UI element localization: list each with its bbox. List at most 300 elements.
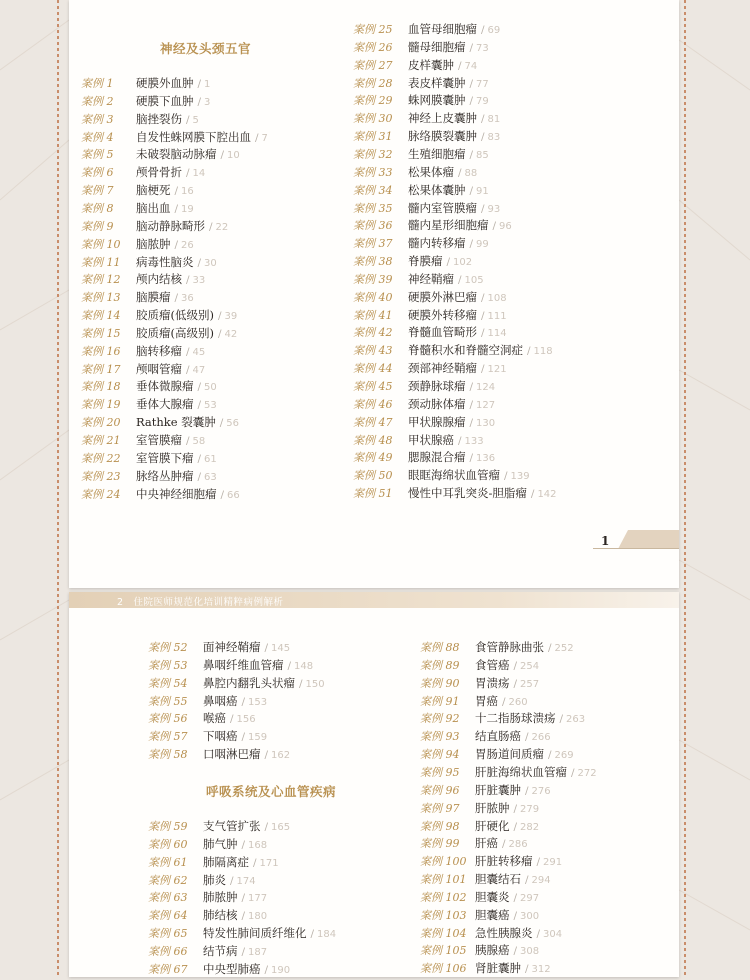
slash-separator: / [527, 345, 531, 358]
page-ref: 45 [192, 346, 206, 358]
case-number: 案例 11 [81, 255, 121, 269]
toc-entry[interactable] [353, 323, 507, 341]
case-title: 食管静脉曲张 [475, 640, 544, 654]
toc-entry[interactable] [148, 942, 267, 960]
case-title: 肺结核 [203, 908, 238, 923]
toc-entry[interactable] [148, 871, 256, 889]
slash-separator: / [525, 731, 529, 744]
toc-entry[interactable] [81, 235, 194, 253]
slash-separator: / [513, 909, 518, 922]
slash-separator: / [481, 113, 485, 126]
page-ref: 83 [487, 132, 501, 144]
toc-entry[interactable] [353, 20, 500, 38]
case-number: 案例 66 [148, 944, 188, 958]
toc-entry[interactable] [353, 466, 530, 484]
case-title: 肺脓肿 [203, 890, 238, 905]
toc-entry[interactable] [148, 638, 290, 656]
case-number: 案例 15 [81, 326, 121, 340]
page-ref: 79 [476, 96, 489, 108]
page-ref: 53 [204, 400, 217, 412]
toc-entry[interactable] [353, 306, 507, 324]
toc-entry[interactable] [420, 924, 562, 942]
page-ref: 272 [577, 767, 597, 779]
slash-separator: / [559, 713, 564, 726]
page-ref: 118 [533, 346, 553, 358]
case-number: 案例 2 [81, 94, 114, 108]
case-number: 案例 64 [148, 909, 188, 923]
toc-entry[interactable] [148, 656, 313, 674]
toc-entry[interactable] [420, 781, 551, 799]
slash-separator: / [458, 59, 462, 72]
slash-separator: / [504, 470, 508, 483]
page-ref: 171 [259, 857, 279, 869]
toc-entry[interactable] [81, 270, 205, 288]
toc-entry[interactable] [148, 692, 267, 710]
slash-separator: / [174, 238, 179, 251]
slash-separator: / [264, 642, 269, 654]
toc-entry[interactable] [353, 181, 489, 199]
page-ref: 96 [499, 221, 512, 233]
toc-entry[interactable] [420, 638, 574, 656]
slash-separator: / [197, 95, 202, 108]
case-number: 案例 54 [148, 676, 188, 690]
case-number: 案例 26 [353, 40, 393, 54]
case-number: 案例 13 [81, 291, 121, 305]
case-number: 案例 50 [353, 469, 393, 483]
case-number: 案例 90 [420, 676, 460, 690]
case-title: 结节病 [203, 943, 238, 958]
case-title: Rathke 裂囊肿 [136, 415, 216, 430]
case-number: 案例 29 [353, 94, 393, 108]
case-number: 案例 89 [420, 658, 460, 672]
toc-entry[interactable] [353, 74, 489, 92]
slash-separator: / [548, 749, 552, 762]
slash-separator: / [469, 416, 474, 429]
case-title: 硬膜外淋巴瘤 [408, 289, 477, 304]
toc-entry[interactable] [148, 924, 336, 942]
slash-separator: / [209, 220, 213, 233]
case-title: 胆囊结石 [475, 872, 521, 887]
slash-separator: / [264, 821, 269, 833]
toc-entry[interactable] [148, 835, 267, 853]
toc-entry[interactable] [81, 288, 194, 306]
slash-separator: / [186, 167, 190, 180]
toc-entry[interactable] [81, 306, 237, 324]
slash-separator: / [241, 838, 246, 851]
case-title: 脑脓肿 [136, 236, 171, 251]
toc-entry[interactable] [81, 342, 205, 360]
case-title: 硬膜下血肿 [136, 93, 194, 108]
toc-entry[interactable] [81, 360, 205, 378]
case-number: 案例 4 [81, 130, 114, 144]
section-heading-resp: 呼吸系统及心血管疾病 [206, 784, 337, 799]
toc-entry[interactable] [420, 959, 551, 977]
case-title: 肝硬化 [475, 818, 510, 833]
slash-separator: / [186, 435, 190, 447]
case-number: 案例 5 [81, 148, 114, 162]
footer-decoration [618, 530, 628, 549]
case-title: 鼻腔内翻乳头状瘤 [203, 675, 295, 690]
case-number: 案例 41 [353, 308, 393, 322]
page-ref: 66 [227, 489, 240, 501]
case-number: 案例 10 [81, 237, 121, 251]
page-ref: 99 [476, 239, 489, 251]
slash-separator: / [458, 273, 462, 286]
case-number: 案例 39 [353, 272, 393, 286]
case-title: 面神经鞘瘤 [203, 640, 261, 654]
toc-entry[interactable] [353, 56, 477, 74]
toc-entry[interactable] [420, 727, 551, 745]
slash-separator: / [241, 910, 246, 923]
case-number: 案例 62 [148, 873, 188, 887]
toc-entry[interactable] [81, 253, 217, 271]
case-number: 案例 6 [81, 166, 114, 180]
case-number: 案例 55 [148, 694, 188, 708]
case-number: 案例 24 [81, 487, 121, 501]
case-number: 案例 16 [81, 344, 121, 358]
toc-entry[interactable] [148, 727, 267, 745]
case-title: 病毒性脑炎 [136, 254, 194, 269]
toc-entry[interactable] [81, 485, 240, 503]
toc-entry[interactable] [148, 709, 256, 727]
toc-entry[interactable] [353, 270, 484, 288]
slash-separator: / [469, 398, 474, 411]
toc-entry[interactable] [81, 199, 194, 217]
toc-entry[interactable] [353, 484, 557, 502]
toc-entry[interactable] [353, 163, 477, 181]
slash-separator: / [481, 291, 485, 304]
page-ref: 124 [476, 382, 496, 393]
case-number: 案例 101 [420, 873, 467, 887]
case-number: 案例 98 [420, 819, 460, 833]
toc-entry[interactable] [81, 467, 217, 485]
case-number: 案例 51 [353, 487, 393, 501]
page-ref: 63 [204, 471, 217, 483]
toc-entry[interactable] [148, 906, 267, 924]
toc-entry[interactable] [148, 853, 279, 871]
slash-separator: / [513, 820, 518, 833]
slash-separator: / [241, 945, 246, 958]
case-title: 肝癌 [475, 836, 498, 851]
toc-entry[interactable] [353, 448, 495, 466]
toc-entry[interactable] [81, 217, 228, 235]
page-ref: 156 [236, 714, 256, 726]
page-ref: 5 [192, 114, 199, 126]
page-ref: 190 [271, 964, 291, 976]
case-number: 案例 21 [81, 434, 121, 447]
toc-entry[interactable] [420, 763, 597, 781]
case-number: 案例 32 [353, 147, 393, 161]
slash-separator: / [186, 345, 190, 358]
page-ref: 93 [487, 203, 501, 215]
toc-entry[interactable] [353, 252, 472, 270]
case-title: 结直肠癌 [475, 729, 521, 744]
case-title: 胃溃疡 [475, 675, 510, 690]
slash-separator: / [536, 856, 541, 869]
case-number: 案例 27 [353, 58, 393, 72]
case-title: 喉癌 [203, 711, 226, 726]
toc-entry[interactable] [353, 91, 489, 109]
slash-separator: / [255, 131, 259, 144]
case-number: 案例 67 [148, 962, 188, 976]
toc-entry[interactable] [353, 377, 495, 395]
page-ref: 282 [520, 821, 540, 833]
page-ref: 291 [543, 857, 563, 869]
toc-entry[interactable] [81, 92, 210, 110]
case-number: 案例 104 [420, 926, 467, 940]
page-ref: 133 [464, 435, 484, 447]
slash-separator: / [502, 838, 506, 851]
page-ref: 130 [476, 417, 496, 429]
toc-entry[interactable] [420, 674, 539, 692]
case-title: 肝脏转移瘤 [475, 854, 533, 869]
toc-entry[interactable] [81, 395, 217, 413]
slash-separator: / [186, 113, 190, 126]
slash-separator: / [492, 220, 497, 233]
toc-entry[interactable] [353, 127, 500, 145]
case-title: 髓内室管膜瘤 [408, 200, 477, 215]
toc-entry[interactable] [420, 906, 539, 924]
page-ref: 7 [261, 132, 268, 144]
page-ref: 254 [520, 660, 540, 672]
page-ref: 153 [248, 696, 268, 708]
page-number: 1 [601, 534, 610, 548]
toc-entry[interactable] [81, 74, 210, 92]
toc-entry[interactable] [353, 341, 553, 359]
toc-entry[interactable] [420, 799, 539, 817]
page-ref: 33 [192, 275, 206, 287]
slash-separator: / [469, 452, 474, 465]
toc-entry[interactable] [81, 110, 199, 128]
slash-separator: / [481, 24, 485, 36]
toc-entry[interactable] [353, 431, 484, 449]
toc-entry[interactable] [148, 960, 290, 978]
case-title: 垂体大腺瘤 [136, 397, 194, 412]
section-heading-neuro: 神经及头颈五官 [160, 41, 252, 56]
slash-separator: / [217, 327, 222, 340]
page-ref: 263 [566, 714, 586, 726]
case-title: 垂体微腺瘤 [136, 379, 194, 394]
page-ref: 150 [305, 678, 325, 690]
page-ref: 19 [181, 203, 194, 215]
case-title: 蛛网膜囊肿 [408, 93, 466, 108]
slash-separator: / [299, 677, 303, 690]
toc-entry[interactable] [353, 413, 495, 431]
slash-separator: / [174, 202, 179, 215]
case-number: 案例 35 [353, 201, 393, 215]
slash-separator: / [481, 131, 485, 144]
page-ref: 42 [224, 328, 238, 340]
toc-entry[interactable] [148, 674, 325, 692]
page-ref: 279 [520, 803, 540, 815]
page-ref: 56 [226, 418, 240, 430]
page-ref: 304 [543, 928, 563, 940]
case-title: 表皮样囊肿 [408, 75, 466, 90]
case-number: 案例 91 [420, 694, 460, 708]
case-title: 脑动静脉畸形 [136, 218, 205, 233]
toc-entry[interactable] [148, 745, 290, 763]
slash-separator: / [469, 184, 474, 197]
page-ref: 257 [520, 678, 540, 690]
page-ref: 159 [248, 732, 268, 744]
case-title: 肝脏囊肿 [475, 782, 521, 797]
toc-entry[interactable] [148, 888, 267, 906]
case-title: 口咽淋巴瘤 [203, 747, 261, 762]
case-title: 特发性肺间质纤维化 [203, 926, 307, 941]
case-number: 案例 17 [81, 362, 121, 376]
toc-entry[interactable] [81, 431, 205, 449]
case-number: 案例 46 [353, 397, 393, 411]
toc-entry[interactable] [420, 709, 585, 727]
page-ref: 10 [227, 150, 240, 162]
slash-separator: / [197, 256, 202, 269]
slash-separator: / [469, 41, 474, 54]
toc-entry[interactable] [420, 745, 574, 763]
footer-rule [593, 548, 679, 549]
case-number: 案例 48 [353, 433, 393, 447]
case-title: 室管膜下瘤 [136, 450, 194, 465]
case-number: 案例 38 [353, 255, 393, 269]
toc-entry[interactable] [420, 888, 539, 906]
case-number: 案例 47 [353, 415, 393, 429]
case-title: 皮样囊肿 [408, 57, 454, 72]
slash-separator: / [481, 309, 485, 322]
toc-entry[interactable] [420, 870, 551, 888]
toc-entry[interactable] [420, 656, 539, 674]
page-ref: 252 [554, 643, 574, 654]
page-ref: 127 [476, 399, 496, 411]
page-ref: 16 [181, 186, 194, 198]
toc-entry[interactable] [81, 181, 194, 199]
toc-entry[interactable] [353, 199, 500, 217]
page-ref: 114 [487, 328, 507, 340]
toc-entry[interactable] [81, 377, 217, 395]
case-number: 案例 9 [81, 219, 114, 233]
case-number: 案例 63 [148, 891, 188, 905]
case-title: 脊髓积水和脊髓空洞症 [408, 343, 523, 358]
slash-separator: / [469, 238, 474, 251]
page-ref: 266 [531, 732, 551, 744]
page-ref: 111 [487, 310, 507, 322]
case-title: 颈动脉体瘤 [408, 396, 466, 411]
case-title: 脊髓血管畸形 [408, 325, 477, 340]
slash-separator: / [197, 452, 202, 465]
case-number: 案例 102 [420, 890, 467, 904]
slash-separator: / [220, 149, 225, 162]
page-ref: 47 [192, 364, 206, 376]
slash-separator: / [502, 695, 506, 708]
toc-entry[interactable] [81, 449, 217, 467]
toc-entry[interactable] [353, 38, 489, 56]
case-number: 案例 28 [353, 76, 393, 90]
case-title: 颅内结核 [136, 272, 182, 287]
case-number: 案例 19 [81, 398, 121, 412]
toc-entry[interactable] [353, 288, 507, 306]
toc-entry[interactable] [81, 145, 240, 163]
slash-separator: / [186, 363, 190, 376]
case-number: 案例 33 [353, 165, 393, 179]
toc-entry[interactable] [81, 413, 239, 431]
case-title: 自发性蛛网膜下腔出血 [136, 129, 251, 144]
case-number: 案例 40 [353, 290, 393, 304]
slash-separator: / [310, 928, 315, 941]
case-number: 案例 94 [420, 748, 460, 762]
toc-entry[interactable] [353, 109, 500, 127]
toc-entry[interactable] [353, 395, 495, 413]
toc-entry[interactable] [353, 145, 489, 163]
case-title: 肾脏囊肿 [475, 961, 521, 976]
toc-entry[interactable] [148, 817, 290, 835]
page-ref: 91 [476, 185, 489, 197]
case-title: 颅骨骨折 [136, 165, 182, 180]
page-ref: 26 [181, 239, 194, 251]
case-number: 案例 96 [420, 783, 460, 797]
toc-entry[interactable] [420, 941, 539, 959]
case-number: 案例 61 [148, 855, 188, 869]
slash-separator: / [197, 399, 202, 412]
page-ref: 139 [510, 471, 530, 483]
case-number: 案例 22 [81, 451, 121, 465]
case-title: 脉络丛肿瘤 [136, 468, 194, 483]
page-ref: 142 [537, 489, 557, 501]
page-ref: 81 [487, 114, 501, 126]
case-title: 生殖细胞瘤 [408, 146, 466, 161]
page-ref: 73 [476, 42, 489, 54]
case-number: 案例 106 [420, 962, 467, 976]
case-title: 脑梗死 [136, 183, 171, 198]
case-number: 案例 3 [81, 112, 114, 126]
toc-entry[interactable] [420, 834, 528, 852]
toc-entry[interactable] [81, 128, 268, 146]
case-number: 案例 59 [148, 820, 188, 833]
page-ref: 269 [554, 750, 574, 762]
slash-separator: / [186, 274, 190, 287]
slash-separator: / [525, 874, 529, 887]
case-title: 松果体囊肿 [408, 182, 466, 197]
page-ref: 180 [248, 911, 268, 923]
slash-separator: / [174, 292, 179, 305]
case-number: 案例 53 [148, 658, 188, 672]
slash-separator: / [197, 78, 202, 90]
left-binding-stitch [57, 0, 59, 977]
slash-separator: / [513, 945, 518, 958]
toc-entry[interactable] [353, 359, 507, 377]
page-ref: 30 [204, 257, 217, 269]
toc-entry[interactable] [81, 163, 205, 181]
page-ref: 145 [271, 643, 291, 654]
slash-separator: / [481, 363, 485, 376]
case-title: 十二指肠球溃疡 [475, 711, 556, 726]
case-number: 案例 8 [81, 201, 114, 215]
toc-entry[interactable] [353, 216, 512, 234]
toc-entry[interactable] [420, 692, 528, 710]
toc-entry[interactable] [420, 852, 562, 870]
toc-entry[interactable] [81, 324, 237, 342]
case-title: 中央神经细胞瘤 [136, 486, 217, 501]
case-number: 案例 58 [148, 748, 188, 762]
case-title: 腮腺混合瘤 [408, 450, 466, 465]
case-number: 案例 93 [420, 730, 460, 744]
page-ref: 184 [317, 929, 337, 941]
toc-entry[interactable] [420, 817, 539, 835]
case-title: 胆囊癌 [475, 907, 510, 922]
case-title: 硬膜外转移瘤 [408, 307, 477, 322]
page-ref: 121 [487, 364, 507, 376]
case-number: 案例 23 [81, 469, 121, 483]
page-ref: 3 [204, 96, 211, 108]
toc-entry[interactable] [353, 234, 489, 252]
case-number: 案例 18 [81, 380, 121, 394]
